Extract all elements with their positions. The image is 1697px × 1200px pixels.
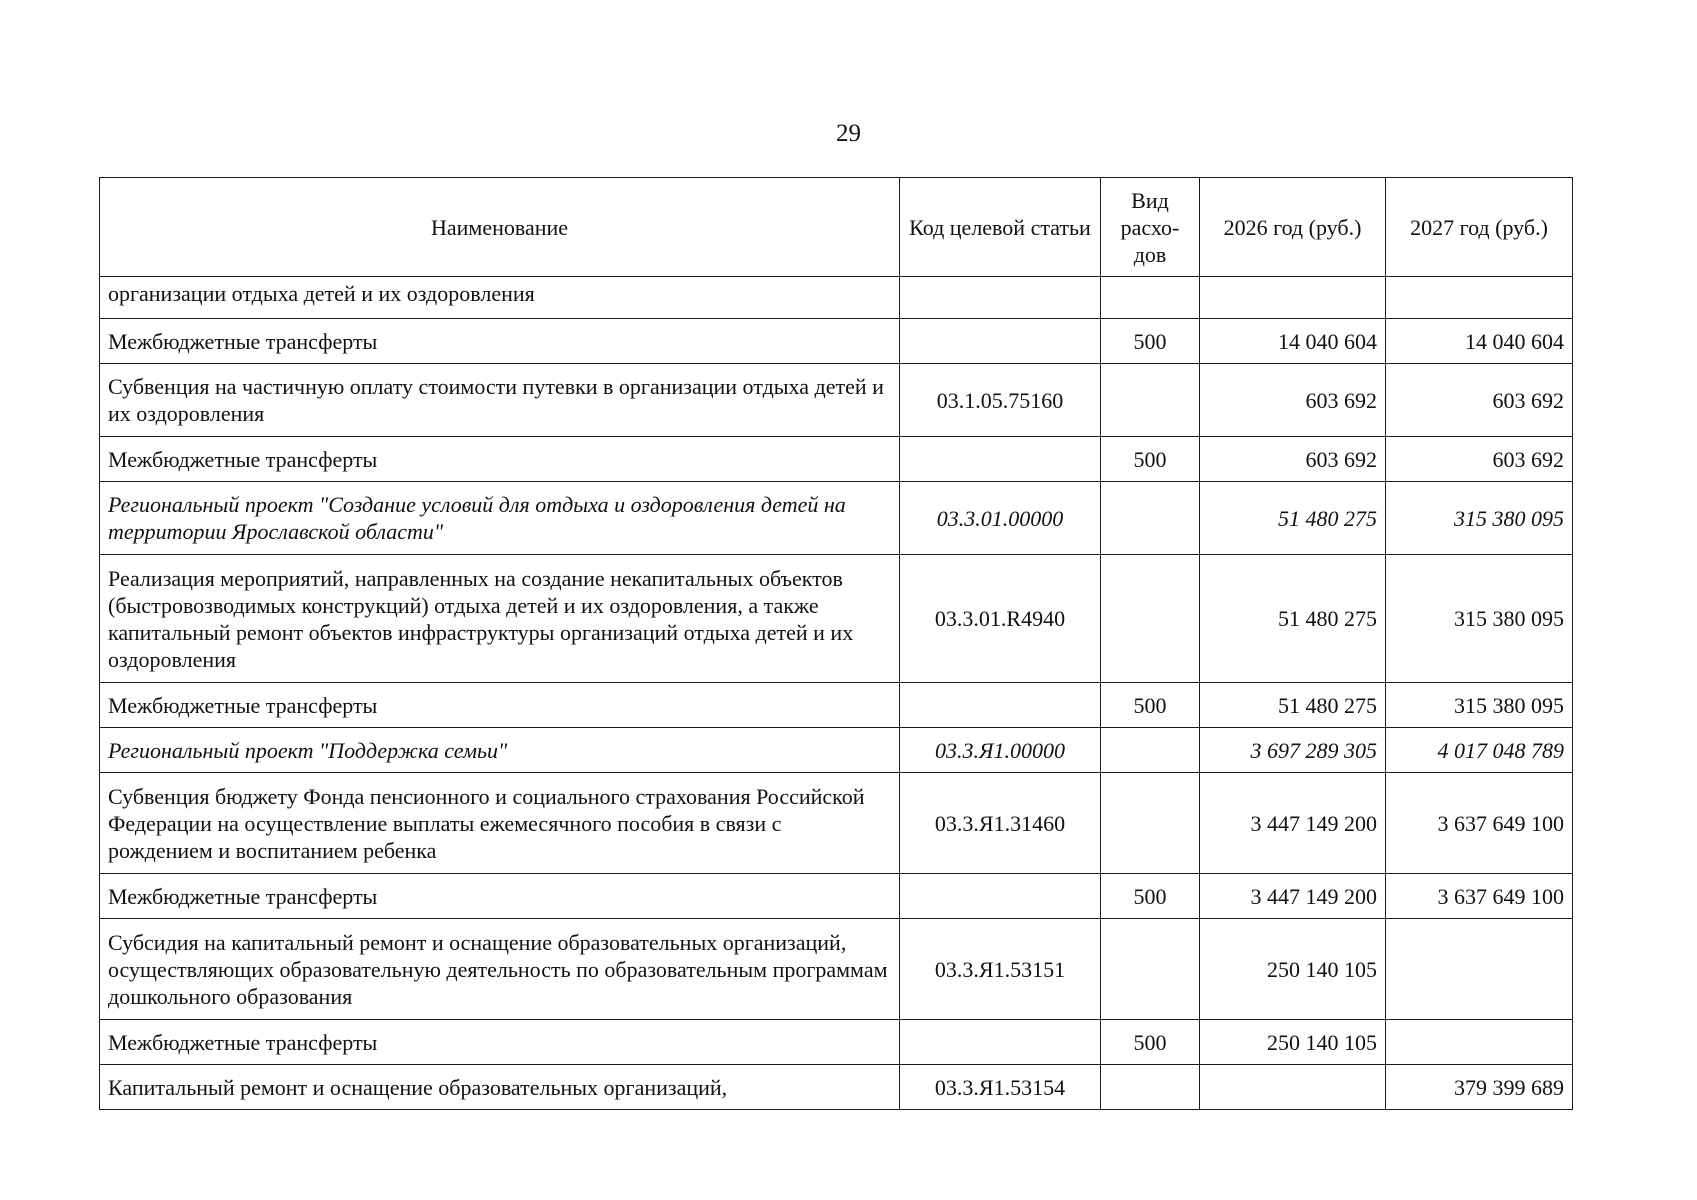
- table-row: [100, 728, 1573, 773]
- header-year-2026: 2026 год (руб.): [1200, 178, 1386, 277]
- cell-kind: [1101, 555, 1200, 683]
- cell-2026: 14 040 604: [1200, 319, 1386, 364]
- cell-name: Региональный проект "Создание условий для отдыха и оздоровления детей на территории Ярославской области": [100, 482, 900, 555]
- cell-2026: 603 692: [1200, 364, 1386, 437]
- cell-2027: 315 380 095: [1386, 683, 1573, 728]
- cell-kind: [1101, 919, 1200, 1020]
- table-row: [100, 482, 1573, 555]
- cell-code: 03.3.01.00000: [900, 482, 1101, 555]
- cell-2026: 250 140 105: [1200, 1020, 1386, 1065]
- table-row: [100, 277, 1573, 319]
- cell-code: 03.3.Я1.31460: [900, 773, 1101, 874]
- cell-kind: 500: [1101, 1020, 1200, 1065]
- cell-2026: 51 480 275: [1200, 482, 1386, 555]
- cell-name: Субсидия на капитальный ремонт и оснащение образовательных организаций, осуществляющих образовательную деятельность по образовательным программам дошкольного образования: [100, 919, 900, 1020]
- cell-code: 03.3.01.R4940: [900, 555, 1101, 683]
- cell-code: [900, 683, 1101, 728]
- cell-code: 03.1.05.75160: [900, 364, 1101, 437]
- table-row: [100, 437, 1573, 482]
- cell-kind: 500: [1101, 319, 1200, 364]
- table-row: [100, 1020, 1573, 1065]
- cell-2027: [1386, 277, 1573, 319]
- cell-kind: [1101, 277, 1200, 319]
- table-header: [100, 178, 1573, 277]
- cell-kind: [1101, 364, 1200, 437]
- table-row: [100, 555, 1573, 683]
- table-row: [100, 919, 1573, 1020]
- cell-name: Межбюджетные трансферты: [100, 437, 900, 482]
- cell-name: Реализация мероприятий, направленных на создание некапитальных объектов (быстровозводимых конструкций) отдыха детей и их оздоровления, а также капитальный ремонт объектов инфраструктуры организаций отдыха детей и их оздоровления: [100, 555, 900, 683]
- cell-code: [900, 437, 1101, 482]
- header-code: Код целевой статьи: [900, 178, 1101, 277]
- table-row: [100, 773, 1573, 874]
- cell-2027: 3 637 649 100: [1386, 773, 1573, 874]
- header-row: [100, 178, 1573, 277]
- cell-2026: 51 480 275: [1200, 555, 1386, 683]
- cell-2027: [1386, 1020, 1573, 1065]
- cell-name: организации отдыха детей и их оздоровления: [100, 277, 900, 319]
- cell-kind: 500: [1101, 437, 1200, 482]
- table-row: [100, 364, 1573, 437]
- cell-name: Межбюджетные трансферты: [100, 874, 900, 919]
- table-body: [100, 277, 1573, 1110]
- cell-2027: 4 017 048 789: [1386, 728, 1573, 773]
- header-year-2027: 2027 год (руб.): [1386, 178, 1573, 277]
- cell-code: [900, 319, 1101, 364]
- cell-2027: 603 692: [1386, 364, 1573, 437]
- cell-2027: [1386, 919, 1573, 1020]
- cell-name: Межбюджетные трансферты: [100, 683, 900, 728]
- table-row: [100, 319, 1573, 364]
- cell-2027: 379 399 689: [1386, 1065, 1573, 1110]
- cell-2026: 603 692: [1200, 437, 1386, 482]
- cell-name: Региональный проект "Поддержка семьи": [100, 728, 900, 773]
- table-row: [100, 683, 1573, 728]
- cell-2026: [1200, 277, 1386, 319]
- cell-code: 03.3.Я1.00000: [900, 728, 1101, 773]
- cell-code: [900, 874, 1101, 919]
- cell-kind: [1101, 773, 1200, 874]
- cell-2027: 14 040 604: [1386, 319, 1573, 364]
- cell-kind: [1101, 482, 1200, 555]
- cell-2027: 315 380 095: [1386, 482, 1573, 555]
- cell-2026: 51 480 275: [1200, 683, 1386, 728]
- table-row: [100, 874, 1573, 919]
- header-kind: Вид расхо-дов: [1101, 178, 1200, 277]
- cell-2026: 3 447 149 200: [1200, 874, 1386, 919]
- cell-kind: [1101, 728, 1200, 773]
- cell-2027: 603 692: [1386, 437, 1573, 482]
- cell-2027: 315 380 095: [1386, 555, 1573, 683]
- budget-table: [99, 177, 1573, 1110]
- cell-code: [900, 1020, 1101, 1065]
- cell-name: Субвенция на частичную оплату стоимости путевки в организации отдыха детей и их оздоровления: [100, 364, 900, 437]
- cell-name: Межбюджетные трансферты: [100, 1020, 900, 1065]
- table-row: [100, 1065, 1573, 1110]
- cell-2026: 250 140 105: [1200, 919, 1386, 1020]
- cell-code: 03.3.Я1.53154: [900, 1065, 1101, 1110]
- cell-2027: 3 637 649 100: [1386, 874, 1573, 919]
- cell-kind: 500: [1101, 683, 1200, 728]
- cell-code: [900, 277, 1101, 319]
- header-name: Наименование: [100, 178, 900, 277]
- cell-2026: [1200, 1065, 1386, 1110]
- cell-kind: [1101, 1065, 1200, 1110]
- cell-2026: 3 697 289 305: [1200, 728, 1386, 773]
- cell-name: Субвенция бюджету Фонда пенсионного и социального страхования Российской Федерации на осуществление выплаты ежемесячного пособия в связи с рождением и воспитанием ребенка: [100, 773, 900, 874]
- page-number: 29: [836, 120, 861, 147]
- cell-name: Капитальный ремонт и оснащение образовательных организаций,: [100, 1065, 900, 1110]
- cell-code: 03.3.Я1.53151: [900, 919, 1101, 1020]
- cell-name: Межбюджетные трансферты: [100, 319, 900, 364]
- cell-2026: 3 447 149 200: [1200, 773, 1386, 874]
- cell-kind: 500: [1101, 874, 1200, 919]
